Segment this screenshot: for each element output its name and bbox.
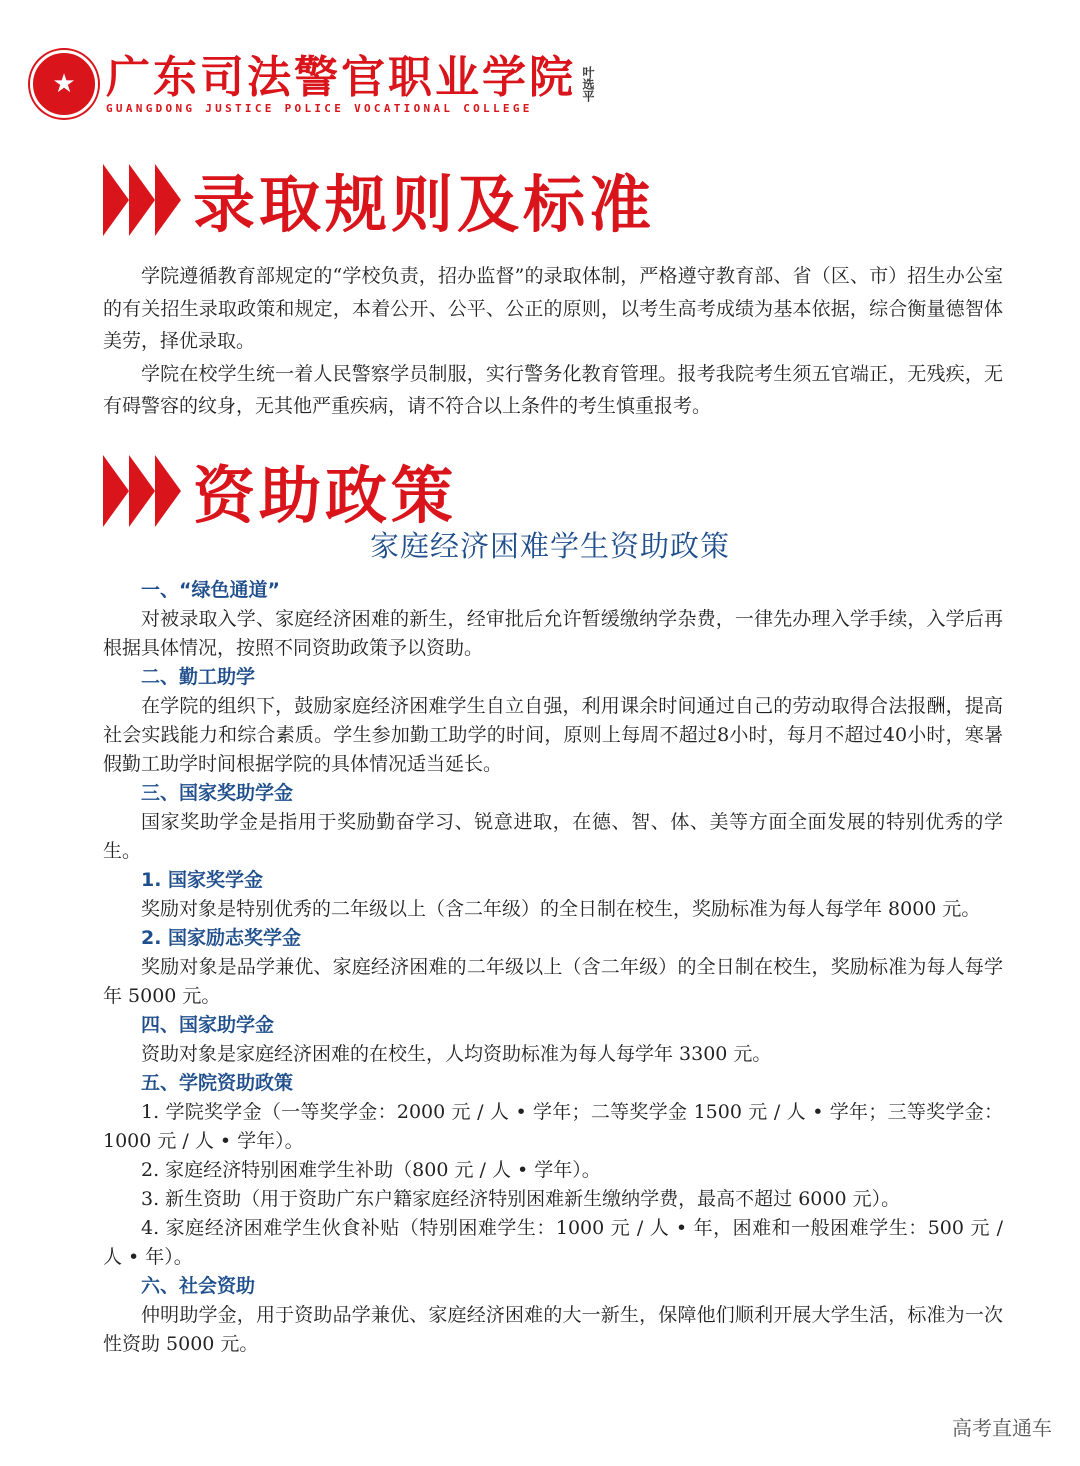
college-name-en: GUANGDONG JUSTICE POLICE VOCATIONAL COLLEGE [106, 101, 533, 115]
aid-item-heading: 四、国家助学金 [141, 1014, 275, 1036]
aid-item-heading: 2. 国家励志奖学金 [141, 927, 302, 949]
paragraph: 奖励对象是品学兼优、家庭经济困难的二年级以上（含二年级）的全日制在校生，奖励标准为每人每学年 5000 元。 [103, 956, 1003, 1007]
paragraph: 奖励对象是特别优秀的二年级以上（含二年级）的全日制在校生，奖励标准为每人每学年 8000 元。 [141, 898, 981, 920]
aid-item-heading: 二、勤工助学 [141, 666, 256, 688]
aid-item-heading: 六、社会资助 [141, 1275, 256, 1297]
paragraph: 学院在校学生统一着人民警察学员制服，实行警务化教育管理。报考我院考生须五官端正，无残疾，无有碍警容的纹身，无其他严重疾病，请不符合以上条件的考生慎重报考。 [103, 362, 1003, 417]
paragraph: 仲明助学金，用于资助品学兼优、家庭经济困难的大一新生，保障他们顺利开展大学生活，标准为一次性资助 5000 元。 [103, 1304, 1003, 1355]
aid-item-heading: 五、学院资助政策 [141, 1072, 294, 1094]
section-heading-admission [103, 155, 655, 244]
section-heading-aid [103, 446, 457, 535]
paragraph: 国家奖助学金是指用于奖励勤奋学习、锐意进取，在德、智、体、美等方面全面发展的特别优秀的学生。 [103, 811, 1003, 862]
section-title: 录取规则及标准 [193, 168, 656, 241]
section-title: 资助政策 [193, 459, 458, 532]
college-name-cn: 广东司法警官职业学院 [106, 51, 576, 103]
paragraph: 4. 家庭经济困难学生伙食补贴（特别困难学生：1000 元 / 人 • 年，困难和一般困难学生：500 元 / 人 • 年）。 [103, 1217, 1003, 1268]
paragraph: 学院遵循教育部规定的“学校负责，招办监督”的录取体制，严格遵守教育部、省（区、市）招生办公室的有关招生录取政策和规定，本着公开、公平、公正的原则，以考生高考成绩为基本依据，综合衡量德智体美劳，择优录取。 [103, 265, 1003, 352]
paragraph: 2. 家庭经济特别困难学生补助（800 元 / 人 • 学年）。 [141, 1159, 601, 1181]
aid-text [103, 576, 1003, 1359]
paragraph: 对被录取入学、家庭经济困难的新生，经审批后允许暂缓缴纳学杂费，一律先办理入学手续，入学后再根据具体情况，按照不同资助政策予以资助。 [103, 608, 1003, 659]
watermark: 高考直通车 [952, 1416, 1052, 1440]
calligraphy-signature: 叶选平 [581, 66, 595, 102]
aid-item-heading: 一、“绿色通道” [141, 579, 280, 601]
paragraph: 在学院的组织下，鼓励家庭经济困难学生自立自强，利用课余时间通过自己的劳动取得合法报酬，提高社会实践能力和综合素质。学生参加勤工助学的时间，原则上每周不超过8小时，每月不超过40小时，寒暑假勤工助学时间根据学院的具体情况适当延长。 [103, 695, 1003, 775]
college-logo [30, 50, 631, 118]
paragraph: 3. 新生资助（用于资助广东户籍家庭经济特别困难新生缴纳学费，最高不超过 6000 元）。 [141, 1188, 901, 1210]
paragraph: 资助对象是家庭经济困难的在校生，人均资助标准为每人每学年 3300 元。 [141, 1043, 772, 1065]
chevrons-icon [103, 455, 181, 527]
chevrons-icon [103, 164, 181, 236]
aid-item-heading: 三、国家奖助学金 [141, 782, 294, 804]
police-emblem-icon: ★ [30, 50, 98, 118]
aid-item-heading: 1. 国家奖学金 [141, 869, 264, 891]
admission-text [103, 260, 1003, 423]
paragraph: 1. 学院奖学金（一等奖学金：2000 元 / 人 • 学年；二等奖学金 1500 元 / 人 • 学年；三等奖学金：1000 元 / 人 • 学年）。 [103, 1101, 1003, 1152]
aid-subtitle: 家庭经济困难学生资助政策 [369, 529, 730, 563]
